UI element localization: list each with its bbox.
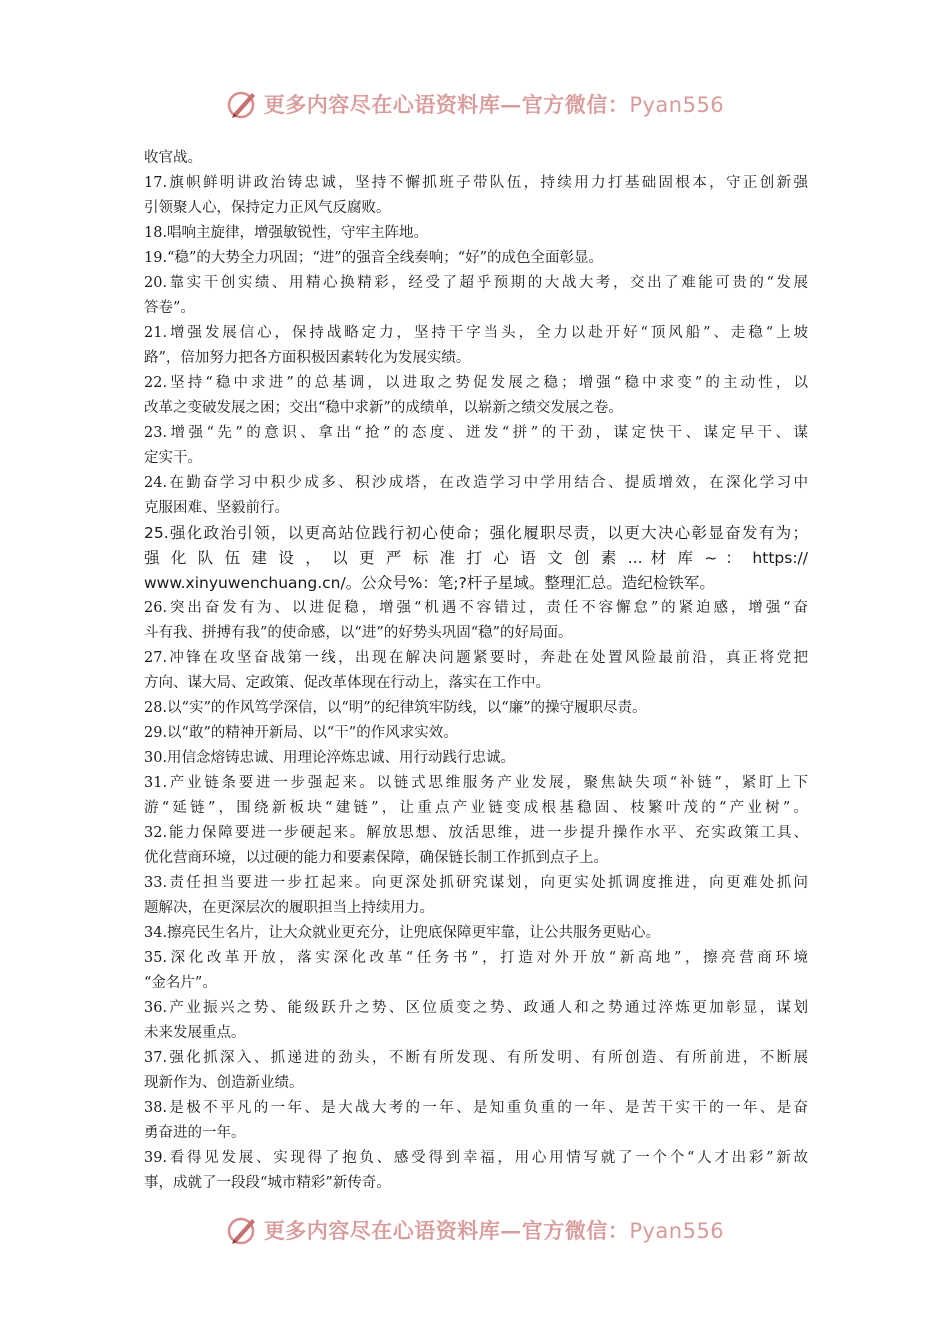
wechat-id: Pyan556 xyxy=(629,93,725,117)
text-line: 未来发展重点。 xyxy=(144,1025,246,1041)
text-line: www.xinyuwenchuang.cn/。公众号%：笔;?杆子星域。整理汇总。造纪检铁军。 xyxy=(144,574,715,592)
text-line: 克服困难、坚毅前行。 xyxy=(144,500,289,516)
text-line: 26.突出奋发有为、以进促稳，增强“机遇不容错过，责任不容懈怠”的紧迫感，增强“奋 xyxy=(144,600,808,616)
text-line: 答卷”。 xyxy=(144,300,195,316)
text-line: 24.在勤奋学习中积少成多、积沙成塔，在改造学习中学用结合、提质增效，在深化学习中 xyxy=(144,475,808,491)
text-line: 优化营商环境，以过硬的能力和要素保障，确保链长制工作抓到点子上。 xyxy=(144,850,608,866)
text-line: 事，成就了一段段“城市精彩”新传奇。 xyxy=(144,1175,391,1191)
text-line: 路”，倍加努力把各方面积极因素转化为发展实绩。 xyxy=(144,350,471,366)
text-line: 勇奋进的一年。 xyxy=(144,1125,246,1141)
text-line: 38.是极不平凡的一年、是大战大考的一年、是知重负重的一年、是苦干实干的一年、是奋 xyxy=(144,1100,808,1116)
pen-circle-logo-icon xyxy=(226,87,260,121)
text-line: 29.以“敢”的精神开新局、以“干”的作风求实效。 xyxy=(144,725,458,741)
document-body xyxy=(144,146,808,1196)
wechat-id: Pyan556 xyxy=(629,1219,725,1243)
pen-circle-logo-icon xyxy=(226,1213,260,1247)
text-line: 36.产业振兴之势、能级跃升之势、区位质变之势、政通人和之势通过淬炼更加彰显，谋划 xyxy=(144,1000,808,1016)
text-line: 题解决，在更深层次的履职担当上持续用力。 xyxy=(144,900,434,916)
text-line: 34.擦亮民生名片，让大众就业更充分，让兜底保障更牢靠，让公共服务更贴心。 xyxy=(144,925,661,941)
text-line: 收官战。 xyxy=(144,150,202,166)
text-line: 17.旗帜鲜明讲政治铸忠诚，坚持不懈抓班子带队伍，持续用力打基础固根本，守正创新强 xyxy=(144,175,808,191)
text-line: 方向、谋大局、定政策、促改革体现在行动上，落实在工作中。 xyxy=(144,675,550,691)
text-line: 31.产业链条要进一步强起来。以链式思维服务产业发展，聚焦缺失项“补链”，紧盯上下 xyxy=(144,775,808,791)
text-line: 22.坚持“稳中求进”的总基调，以进取之势促发展之稳；增强“稳中求变”的主动性，以 xyxy=(144,375,808,391)
text-line: 改革之变破发展之困；交出“稳中求新”的成绩单，以崭新之绩交发展之卷。 xyxy=(144,400,623,416)
text-line: 23.增强“先”的意识、拿出“抢”的态度、迸发“拼”的干劲，谋定快干、谋定早干、谋 xyxy=(144,425,808,441)
text-line: 斗有我、拼搏有我”的使命感，以“进”的好势头巩固“稳”的好局面。 xyxy=(144,625,573,641)
text-line: 引领聚人心，保持定力正风气反腐败。 xyxy=(144,200,391,216)
text-line: 37.强化抓深入、抓递进的劲头，不断有所发现、有所发明、有所创造、有所前进，不断展 xyxy=(144,1050,808,1066)
text-line: 35.深化改革开放，落实深化改革“任务书”，打造对外开放“新高地”，擦亮营商环境 xyxy=(144,950,808,966)
footer-banner xyxy=(0,1210,950,1250)
text-line: 30.用信念熔铸忠诚、用理论淬炼忠诚、用行动践行忠诚。 xyxy=(144,750,516,766)
banner-text: 更多内容尽在心语资料库—官方微信：Pyan556 xyxy=(263,92,725,117)
text-line: 18.唱响主旋律，增强敏锐性，守牢主阵地。 xyxy=(144,225,429,241)
text-line: 25.强化政治引领，以更高站位践行初心使命；强化履职尽责，以更大决心彰显奋发有为； xyxy=(144,524,808,542)
banner-text: 更多内容尽在心语资料库—官方微信：Pyan556 xyxy=(263,1218,725,1243)
header-banner xyxy=(0,84,950,124)
text-line: 强 化 队 伍 建 设 ， 以 更 严 标 准 打 心 语 文 创 素 ... 材 库 ~ ： https:// xyxy=(144,549,808,567)
text-line: 21.增强发展信心，保持战略定力，坚持干字当头，全力以赴开好“顶风船”、走稳“上坡 xyxy=(144,325,808,341)
text-line: “金名片”。 xyxy=(144,975,217,991)
text-line: 19.“稳”的大势全力巩固；“进”的强音全线奏响；“好”的成色全面彰显。 xyxy=(144,250,604,266)
text-line: 33.责任担当要进一步扛起来。向更深处抓研究谋划，向更实处抓调度推进，向更难处抓问 xyxy=(144,875,808,891)
text-line: 20.靠实干创实绩、用精心换精彩，经受了超乎预期的大战大考，交出了难能可贵的“发展 xyxy=(144,275,808,291)
text-line: 现新作为、创造新业绩。 xyxy=(144,1075,304,1091)
text-line: 游“延链”，围绕新板块“建链”，让重点产业链变成根基稳固、枝繁叶茂的“产业树”。 xyxy=(144,800,808,816)
text-line: 定实干。 xyxy=(144,450,202,466)
text-line: 32.能力保障要进一步硬起来。解放思想、放活思维，进一步提升操作水平、充实政策工具、 xyxy=(144,825,808,841)
text-line: 27.冲锋在攻坚奋战第一线，出现在解决问题紧要时，奔赴在处置风险最前沿，真正将党把 xyxy=(144,650,808,666)
text-line: 28.以“实”的作风笃学深信，以“明”的纪律筑牢防线，以“廉”的操守履职尽责。 xyxy=(144,700,647,716)
text-line: 39.看得见发展、实现得了抱负、感受得到幸福，用心用情写就了一个个“人才出彩”新故 xyxy=(144,1150,808,1166)
